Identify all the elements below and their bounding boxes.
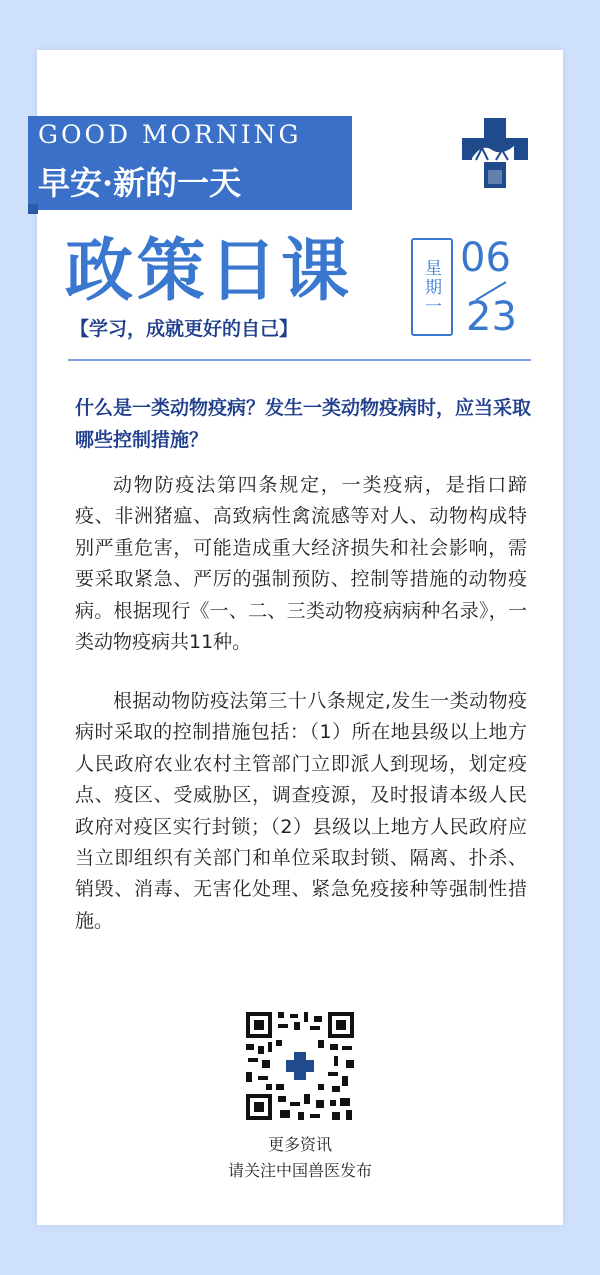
date-month: 06 [460,235,511,281]
page-title: 政策日课 [65,232,354,311]
qr-code[interactable] [244,1010,356,1122]
date-day: 23 [466,294,517,340]
veterinary-logo-icon [462,118,528,188]
header-divider [68,359,531,361]
article-paragraph-1: 动物防疫法第四条规定，一类疫病，是指口蹄疫、非洲猪瘟、高致病性禽流感等对人、动物构成特别严重危害，可能造成重大经济损失和社会影响，需要采取紧急、严厉的强制预防、控制等措施的动物疫病。根据现行《一、二、三类动物疫病病种名录》，一类动物疫病共11种。 [75,474,527,654]
footer-more-info: 更多资讯 [267,1135,332,1154]
article-question: 什么是一类动物疫病？发生一类动物疫病时，应当采取哪些控制措施？ [75,397,532,451]
greeting-english: GOOD MORNING [38,120,302,149]
weekday-badge: 星期一 [411,238,453,336]
banner-fold [28,204,38,214]
article-paragraph-2: 根据动物防疫法第三十八条规定,发生一类动物疫病时采取的控制措施包括：（1）所在地县级以上地方人民政府农业农村主管部门立即派人到现场，划定疫点、疫区、受威胁区，调查疫源，及时报请本级人民政府对疫区实行封锁；（2）县级以上地方人民政府应当立即组织有关部门和单位采取封锁、隔离、扑杀、销毁、消毒、无害化处理、紧急免疫接种等强制性措施。 [75,690,527,932]
greeting-chinese: 早安·新的一天 [38,164,242,202]
tagline: 【学习，成就更好的自己】 [70,318,299,340]
footer-follow-account: 请关注中国兽医发布 [227,1161,372,1180]
